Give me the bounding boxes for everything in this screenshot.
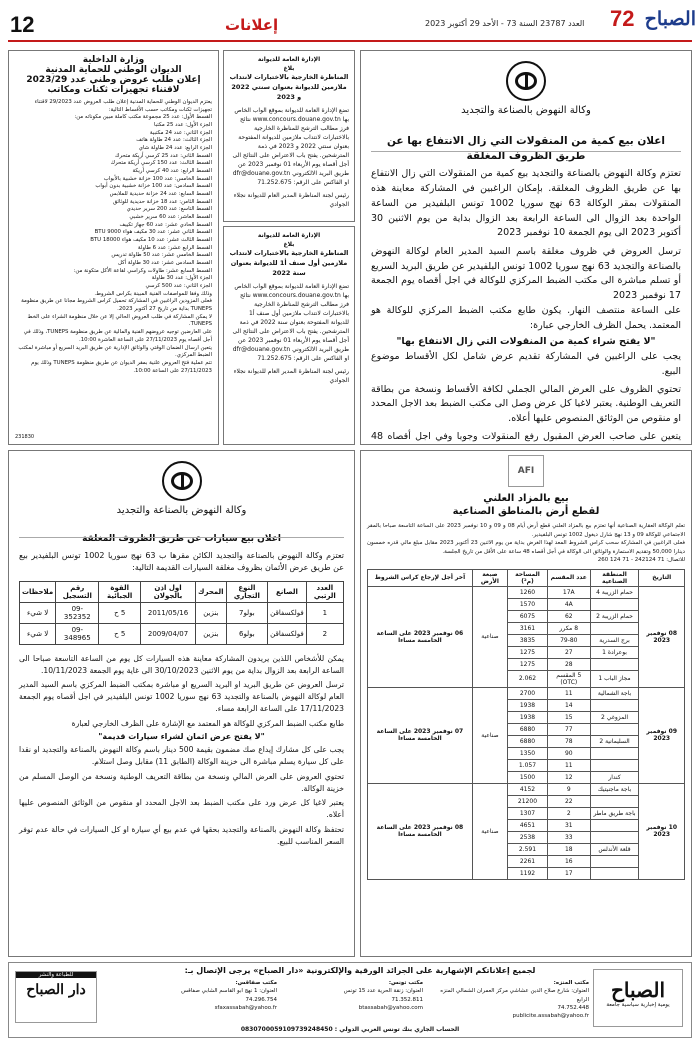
table-cell: 1275 bbox=[508, 646, 548, 658]
tender-line: القسط التاسع: عدد 200 سرير حديدي bbox=[126, 206, 212, 213]
table-cell bbox=[590, 831, 639, 843]
tender-line: وذلك وفقا للمواصفات الفنية المبينة بكراس الشروط. bbox=[94, 290, 212, 297]
table-cell bbox=[590, 622, 639, 634]
notice-title: المناظرة الخارجية بالاختبارات لانتداب ملازمين أول صنف أ1 للديوانة بعنوان سنة 2022 bbox=[229, 249, 349, 277]
table-cell: المزوغي 2 bbox=[590, 711, 639, 723]
ad-paragraph: تعتزم وكالة النهوض بالصناعة والتجديد بيع كمية من المنقولات التي زال الانتفاع بها عن طريق الظروف المغلقة. بإمكان الراغبين في المشاركة معاينة هذه المنقولات بمقر الوكالة 63 نهج سوريا 1002 تونس البلفيدير من الساعة الواحدة بعد الزوال الى الساعة الرابعة بعد الزوال بداية من يوم الاثنين 30 أكتوبر 2023 الى يوم الجمعة 10 نوفمبر 2023 bbox=[371, 168, 681, 239]
tender-line: الجزء الثاني: عدد 24 مكتبية bbox=[149, 129, 212, 136]
footer-contacts bbox=[8, 962, 692, 1038]
table-cell: 1260 bbox=[508, 586, 548, 598]
table-cell: 2011/05/16 bbox=[141, 602, 196, 623]
ad-customs-lieutenants bbox=[223, 50, 355, 222]
table-cell: السليمانية 2 bbox=[590, 735, 639, 747]
notice-sign: رئيس لجنة المناظرة المدير العام للديوانة نجلاء الجوادي bbox=[233, 368, 349, 385]
table-cell: 11 bbox=[547, 759, 590, 771]
table-cell: 62 bbox=[547, 610, 590, 622]
table-cell: 17A bbox=[547, 586, 590, 598]
footer-logo bbox=[593, 969, 683, 1027]
table-cell: 1570 bbox=[508, 598, 548, 610]
table-cell: 4152 bbox=[508, 783, 548, 795]
section-title: إعلانات bbox=[225, 16, 279, 34]
notice-sign: رئيس لجنة المناظرة المدير العام للديوانة نجلاء الجوادي bbox=[233, 192, 349, 209]
table-header: القوة الجبائية bbox=[99, 581, 141, 602]
table-cell: 12 bbox=[547, 771, 590, 783]
table-cell: 1500 bbox=[508, 771, 548, 783]
office-phone: 74.296.754 bbox=[245, 996, 277, 1003]
table-cell: 31 bbox=[547, 819, 590, 831]
table-cell: 6880 bbox=[508, 735, 548, 747]
office-title: مكتب تونس: bbox=[388, 980, 423, 986]
table-cell: 1938 bbox=[508, 711, 548, 723]
auction-intro: فعلى الراغبين في المشاركة سحب كراس الشروط المعد لهذا الغرض بداية من يوم الاثنين 23 أكتوبر 2023 مقابل مبلغ مالي قدره خمسون دينارا 50,000 وتقديم الاستمارة والوثائق الى الوكالة في أجل أقصاه 48 ساعة على الأقل من تاريخ الجلسة. bbox=[367, 540, 685, 555]
office-address: العنوان: 1 نهج ابو القاسم الشابي صفاقس bbox=[181, 988, 277, 995]
table-cell: 4A bbox=[547, 598, 590, 610]
table-cell bbox=[590, 819, 639, 831]
notice-body: تضع الإدارة العامة للديوانة بموقع الواب الخاص بها www.concours.douane.gov.tn نتائج فرز مطالب الترشح للمناظرة الخارجية بالاختبارات لانتداب ملازمين للديوانة المفتوحة بعنوان سنتي 2022 و 2023 في ذمة المترشحين. يفتح باب الاعتراض على النتائج الى أجل أقصاه يوم الأربعاء 01 نوفمبر 2023 عن طريق البريد الالكتروني dfr@douane.gov.tn او الفاكس على الرقم: 71.252.675 bbox=[232, 107, 349, 187]
table-cell: 9 bbox=[547, 783, 590, 795]
tender-line: يعتزم الديوان الوطني للحماية المدنية إعلان طلب العروض عدد 29/2023 لاقتناء تجهيزات ثكنات ومكاتب حسب الأقساط التالية: bbox=[34, 99, 212, 113]
table-cell bbox=[590, 598, 639, 610]
table-row bbox=[368, 783, 685, 795]
table-cell: برج السدرية bbox=[590, 634, 639, 646]
table-cell: كندار bbox=[590, 771, 639, 783]
tender-line: على العارضين توجيه عروضهم الفنية والمالية عن طريق منظومة TUNEPS، وذلك في أجل أقصاه يوم 27/11/2023 على الساعة العاشرة 10:00. bbox=[23, 329, 212, 343]
table-header: عدد المقسم bbox=[547, 569, 590, 586]
ad-customs-first-lieutenants bbox=[223, 226, 355, 445]
table-cell: 11 bbox=[547, 687, 590, 699]
table-header: المحرك bbox=[196, 581, 227, 602]
logo-word: الصباح bbox=[644, 8, 696, 30]
tender-line: القسط الرابع: عدد 40 كرسي أريكة bbox=[132, 168, 212, 175]
table-cell: 1938 bbox=[508, 699, 548, 711]
logo-number: 72 bbox=[610, 6, 635, 31]
office-menzah bbox=[429, 979, 589, 1020]
table-cell: 2.062 bbox=[508, 670, 548, 687]
afi-logo bbox=[367, 455, 685, 487]
tender-line: القسط السابع: عدد 24 خزانة حديدية للملابس bbox=[109, 191, 212, 198]
agency-name: وكالة النهوض بالصناعة والتجديد bbox=[461, 105, 591, 116]
footer-logo-tag: يومية إخبارية سياسية جامعة bbox=[606, 1002, 670, 1008]
ad-paragraph: تحتوي الظروف على العرض المالي الجملي لكافة الأقساط ونسخة من بطاقة التعريف الوطنية. يعتبر لاغيا كل عرض وصل الى مكتب الضبط بعد الاجل المحدد او منقوص من الوثائق المنصوص عليها أعلاه. bbox=[371, 383, 681, 425]
table-cell: 16 bbox=[547, 855, 590, 867]
table-cell: 4651 bbox=[508, 819, 548, 831]
header-divider bbox=[8, 40, 692, 42]
ad-paragraph: يجب على الراغبين في المشاركة تقديم عرض شامل لكل الأقساط موضوع البيع. bbox=[371, 351, 681, 377]
table-header: ملاحظات bbox=[20, 581, 56, 602]
table-row bbox=[20, 602, 344, 623]
table-cell: 1350 bbox=[508, 747, 548, 759]
table-cell: بنزين bbox=[196, 602, 227, 623]
ad-quote: "لا يفتح عرض اثمان لشراء سيارات قديمة" bbox=[98, 732, 265, 742]
ad-paragraph: يمكن للأشخاص اللذين يريدون المشاركة معاينة هذه السيارات كل يوم من الساعة التاسعة صباحا الى الساعة الرابعة بعد الزوال بداية من يوم الاثنين 30/10/2023 الى غاية يوم الجمعة 10/11/2023. bbox=[19, 653, 344, 675]
table-cell: 09-348965 bbox=[56, 623, 99, 644]
tender-line: الجزء الثالث: عدد 24 طاولة هاتف bbox=[136, 137, 212, 144]
agency-logo-icon bbox=[506, 61, 546, 101]
table-cell bbox=[590, 747, 639, 759]
table-cell: 78 bbox=[547, 735, 590, 747]
table-cell: 33 bbox=[547, 831, 590, 843]
office-name: الديوان الوطني للحماية المدنية bbox=[45, 65, 182, 75]
tender-line: القسط الثامن: عدد 18 خزانة حديدية للوثائق bbox=[112, 198, 212, 205]
ad-paragraph: يتعين على صاحب العرض المقبول رفع المنقولات وجوبا وفي اجل أقصاه 48 bbox=[371, 430, 681, 442]
bank-account: الحساب الجاري بنك تونس العربي الدولي : 0830700059109739248450 bbox=[240, 1026, 460, 1033]
table-cell: 2 bbox=[306, 623, 343, 644]
tender-body bbox=[15, 99, 212, 375]
table-cell: 1307 bbox=[508, 807, 548, 819]
table-cell: 2 bbox=[547, 807, 590, 819]
table-cell: مجاز الباب 1 bbox=[590, 670, 639, 687]
table-row bbox=[368, 586, 685, 598]
ad-cars-sale bbox=[8, 450, 355, 957]
table-cell bbox=[590, 658, 639, 670]
table-cell: 6075 bbox=[508, 610, 548, 622]
tender-line: الجزء الأول: عدد 25 مكتبا bbox=[154, 122, 212, 129]
table-cell bbox=[590, 699, 639, 711]
deadline: 07 نوفمبر 2023 على الساعة الخامسة مساءا bbox=[368, 687, 473, 783]
footer-logo-2 bbox=[15, 971, 97, 1023]
ad-quote: "لا يفتح شراء كمية من المنقولات التي زال الانتفاع بها" bbox=[396, 336, 656, 348]
table-cell: 22 bbox=[547, 795, 590, 807]
table-cell: باجة الشمالية bbox=[590, 687, 639, 699]
ad-title: اعلان بيع كمية من المنقولات التي زال الانتفاع بها عن طريق الظروف المغلقة bbox=[386, 135, 666, 162]
tender-line: القسط الثالث: عدد 150 كرسي أريكة متحرك bbox=[110, 160, 212, 167]
notice-kind: بلاغ bbox=[283, 65, 295, 72]
office-phone: 71.352.811 bbox=[391, 996, 423, 1003]
table-cell: لا شيء bbox=[20, 623, 56, 644]
table-header: المنطقة الصناعية bbox=[590, 569, 639, 586]
tender-line: الجزء الأول: عدد 30 طاولة bbox=[151, 275, 212, 282]
auction-intro: تعلم الوكالة العقارية الصناعية أنها تعتزم بيع بالمزاد العلني قطع أرض أيام 08 و 09 و 10 نوفمبر 2023 على الساعة التاسعة صباحا بالمقر الاجتماعي للوكالة 09 و 13 نهج شارل ديغول 1002 تونس البلفيدير. bbox=[367, 523, 686, 538]
table-header: التاريخ bbox=[639, 569, 685, 586]
table-row bbox=[368, 687, 685, 699]
agency-name: وكالة النهوض بالصناعة والتجديد bbox=[116, 505, 247, 516]
table-cell: 77 bbox=[547, 723, 590, 735]
table-cell: لا شيء bbox=[20, 602, 56, 623]
tender-line: القسط الثاني: عدد 25 كرسي أريكة متحرك bbox=[114, 152, 212, 159]
table-cell: 2538 bbox=[508, 831, 548, 843]
tender-line: القسط الثالث عشر: عدد 10 مكيف هواء 18000 BTU bbox=[90, 237, 212, 244]
table-cell: 1275 bbox=[508, 658, 548, 670]
table-header: النوع التجاري bbox=[226, 581, 268, 602]
ad-title: اعلان بيع سيارات عن طريق الظروف المغلقة bbox=[82, 534, 281, 544]
ad-paragraph: يعتبر لاغيا كل عرض ورد على مكتب الضبط بعد الاجل المحدد او منقوص من الوثائق المنصوص عليها أعلاه. bbox=[19, 798, 344, 820]
office-email[interactable]: btassabah@yahoo.com bbox=[358, 1004, 423, 1011]
table-header: آخر أجل لإرجاع كراس الشروط bbox=[368, 569, 473, 586]
tender-line: يتعين ارسال الضمان الوقتي والوثائق الإدارية عن طريق البريد السريع أو مباشرة لمكتب الضبط المركزي. bbox=[18, 344, 212, 359]
org-name: الإدارة العامة للديوانة bbox=[257, 232, 321, 239]
auction-subtitle: لقطع أرض بالمناطق الصناعية bbox=[452, 506, 600, 517]
tender-line: القسط الحادي عشر: عدد 60 جهاز تكييف bbox=[119, 221, 212, 228]
tender-line: القسط الثاني عشر: عدد 30 مكيف هواء 9000 BTU bbox=[94, 229, 212, 236]
tender-line: الجزء الرابع: عدد 24 طاولة شاي bbox=[138, 145, 212, 152]
tender-line: فعلى المزودين الراغبين في المشاركة تحميل كراس الشروط مجانا عن طريق منظومة TUNEPS بداية من تاريخ 27 أكتوبر 2023. bbox=[21, 298, 212, 313]
auction-date: 08 نوفمبر 2023 bbox=[639, 586, 685, 687]
table-cell: 5 ح bbox=[99, 623, 141, 644]
page-number: 12 bbox=[10, 12, 35, 37]
table-cell: 2.591 bbox=[508, 843, 548, 855]
table-cell: 2700 bbox=[508, 687, 548, 699]
table-header: الصانع bbox=[268, 581, 307, 602]
agency-logo-icon bbox=[162, 461, 202, 501]
table-cell: 5 ح bbox=[99, 602, 141, 623]
table-cell: 09-352352 bbox=[56, 602, 99, 623]
notice-kind: بلاغ bbox=[283, 241, 295, 248]
auction-title: بيع بالمزاد العلني bbox=[483, 493, 569, 504]
office-address: العنوان: شارع صلاح الدين عشاشي مركز العمران الشمالي المنزه الرابع bbox=[440, 988, 589, 1003]
table-cell: 1.057 bbox=[508, 759, 548, 771]
land-table bbox=[367, 569, 685, 880]
deadline: 06 نوفمبر 2023 على الساعة الخامسة مساءا bbox=[368, 586, 473, 687]
ad-civil-protection-tender bbox=[8, 50, 219, 445]
table-header: رقم التسجيل bbox=[56, 581, 99, 602]
table-cell: بولو7 bbox=[226, 602, 268, 623]
table-cell: حمام الزريبة 2 bbox=[590, 610, 639, 622]
table-header: اول اذن بالجولان bbox=[141, 581, 196, 602]
tender-line: القسط العاشر: عدد 60 سرير خشبي bbox=[129, 214, 212, 221]
ad-paragraph: ترسل العروض عن طريق البريد او البريد السريع او مباشرة بمكتب الضبط المركزي باسم السيد المدير العام لوكالة النهوض بالصناعة والتجديد 63 نهج سوريا 1002 تونس البلفيدير في اجل أقصاه يوم الجمعة 17/11/2023 على الساعة الرابعة مساء. bbox=[19, 680, 345, 713]
tender-line: القسط السادس عشر: عدد 30 طاولة أكل bbox=[118, 260, 212, 267]
table-cell bbox=[590, 795, 639, 807]
land-type: صناعية bbox=[472, 586, 507, 687]
table-cell: قلعة الأندلس bbox=[590, 843, 639, 855]
tender-line: القسط السابع عشر: طاولات وكراسي لقاعة الأكل متكونة من: bbox=[73, 267, 212, 274]
table-cell: بوعرادة 1 bbox=[590, 646, 639, 658]
ad-ref: 231830 bbox=[15, 434, 35, 440]
table-cell: فولكسفاقن bbox=[268, 602, 307, 623]
table-header: المساحة (م²) bbox=[508, 569, 548, 586]
table-cell: 15 bbox=[547, 711, 590, 723]
office-sfax bbox=[127, 979, 277, 1012]
tender-line: القسط الخامس: عدد 100 خزانة خشبية بالأبواب bbox=[103, 175, 212, 182]
table-cell: 14 bbox=[547, 699, 590, 711]
table-cell: 90 bbox=[547, 747, 590, 759]
table-cell: 27 bbox=[547, 646, 590, 658]
table-cell: 1 bbox=[306, 602, 343, 623]
office-title: مكتب صفاقس: bbox=[235, 980, 277, 986]
office-tunis bbox=[283, 979, 423, 1012]
table-cell bbox=[590, 723, 639, 735]
tender-subtitle: لاقتناء تجهيزات ثكنات ومكاتب bbox=[47, 85, 180, 95]
land-type: صناعية bbox=[472, 687, 507, 783]
land-type: صناعية bbox=[472, 783, 507, 879]
table-cell: 21200 bbox=[508, 795, 548, 807]
org-name: الإدارة العامة للديوانة bbox=[257, 56, 321, 63]
notice-body: تضع الإدارة العامة للديوانة بموقع الواب الخاص بها www.concours.douane.gov.tn نتائج فرز مطالب الترشح للمناظرة الخارجية بالاختبارات لانتداب ملازمين أول صنف أ1 للديوانة المفتوحة بعنوان سنة 2022 في ذمة المترشحين. يفتح باب الاعتراض على النتائج الى أجل أقصاه يوم الأربعاء 01 نوفمبر 2023 عن طريق البريد الالكتروني dfr@douane.gov.tn او الفاكس على الرقم: 71.252.675 bbox=[232, 283, 349, 363]
table-cell: باجة طريق ماطر bbox=[590, 807, 639, 819]
ad-paragraph: تحتفظ وكالة النهوض بالصناعة والتجديد بحقها في عدم بيع أي سيارة او كل السيارات في حالة عدم توفر السعر المناسب للبيع. bbox=[19, 824, 344, 846]
table-cell bbox=[590, 855, 639, 867]
office-email[interactable]: sfaxassabah@yahoo.fr bbox=[214, 1004, 277, 1011]
tender-line: القسط الخامس عشر: عدد 50 طاولة تدريس bbox=[111, 252, 212, 259]
tender-line: تتم عملية فتح العروض علنية بمقر الديوان عن طريق منظومة TUNEPS وذلك يوم 27/11/2023 على الساعة 10:00. bbox=[31, 359, 212, 374]
footer-logo-word: الصباح bbox=[610, 978, 666, 1002]
footer-headline: لجميع إعلاناتكم الإشهارية على الجرائد الورقية والإلكترونية «دار الصباح» يرجى الإتصال بـ: bbox=[184, 966, 536, 975]
ad-paragraph: تحتوي العروض على العرض المالي ونسخة من بطاقة التعريف الوطنية ونسخة من الوصل المسلم من خزينة الوكالة. bbox=[19, 771, 344, 793]
table-cell: 3161 bbox=[508, 622, 548, 634]
afi-logo-icon: AFI bbox=[508, 455, 544, 487]
table-cell: 3835 bbox=[508, 634, 548, 646]
ad-paragraph: طابع مكتب الضبط المركزي للوكالة هو المعتمد مع الإشارة على الظرف الخارجي لعبارة bbox=[71, 718, 344, 728]
table-cell: 17 bbox=[547, 867, 590, 879]
table-cell bbox=[590, 759, 639, 771]
deadline: 08 نوفمبر 2023 على الساعة الخامسة مساءا bbox=[368, 783, 473, 879]
auction-date: 10 نوفمبر 2023 bbox=[639, 783, 685, 879]
table-cell: 2261 bbox=[508, 855, 548, 867]
ad-paragraph: تعتزم وكالة النهوض بالصناعة والتجديد الكائن مقرها ب 63 نهج سوريا 1002 تونس البلفيدير بيع عن طريق عرض الأثمان بظروف مغلقة السيارات القديمة التالية: bbox=[19, 551, 345, 573]
ministry-name: وزارة الداخلية bbox=[82, 55, 145, 65]
table-cell: 79-80 bbox=[547, 634, 590, 646]
table-cell: 8 مكرر bbox=[547, 622, 590, 634]
table-header: العدد الرتبي bbox=[306, 581, 343, 602]
tender-line: لا يمكن المشاركة في طلب العروض الحالي إلا عن خلال منظومة الشراء على الخط TUNEPS. bbox=[27, 313, 212, 328]
table-cell: باجة ماجنيتيك bbox=[590, 783, 639, 795]
auction-date: 09 نوفمبر 2023 bbox=[639, 687, 685, 783]
table-cell: 28 bbox=[547, 658, 590, 670]
notice-title: المناظرة الخارجية بالاختبارات لانتداب ملازمين للديوانة بعنوان سنتي 2022 و 2023 bbox=[229, 73, 349, 101]
tender-title: إعلان طلب عروض وطني عدد 2023/29 bbox=[26, 75, 201, 85]
table-cell: 2009/04/07 bbox=[141, 623, 196, 644]
table-cell: فولكسفاقن bbox=[268, 623, 307, 644]
table-cell: 1192 bbox=[508, 867, 548, 879]
footer-logo2-word: دار الصباح bbox=[26, 982, 86, 998]
footer-logo2-tag: للطباعة والنشر bbox=[16, 972, 96, 978]
auction-contact: للاتصال: 71 242124 - 71 124 260 bbox=[597, 557, 685, 564]
tender-line: القسط السادس: عدد 100 خزانة خشبية بدون أبواب bbox=[95, 183, 212, 190]
office-address: العنوان: زنقة الحرية عدد 15 تونس bbox=[343, 988, 423, 995]
ad-paragraph: يجب على كل مشارك إيداع صك مضمون بقيمة 500 دينار باسم وكالة النهوض بالصناعة والتجديد او نقدا على كل سيارة يسلم مباشرة الى خزينة الوكالة (الطابق 11) مقابل وصل استلام. bbox=[19, 745, 344, 767]
office-phone: 74.752.448 bbox=[557, 1004, 589, 1011]
ad-paragraph: على الساعة منتصف النهار. يكون طابع مكتب الضبط المركزي للوكالة هو المعتمد. يحمل الظرف الخارجي عبارة: bbox=[371, 304, 681, 331]
ad-land-auction bbox=[360, 450, 692, 957]
office-title: مكتب المنزه: bbox=[553, 980, 589, 986]
ad-paragraph: ترسل العروض في ظروف مغلقة باسم السيد المدير العام لوكالة النهوض بالصناعة والتجديد 63 نهج سوريا 1002 تونس البلفيدير عن طريق البريد السريع أو تسلم مباشرة الى مكتب الضبط المركزي للوكالة في اجل أقصاه يوم الجمعة 17 نوفمبر 2023 bbox=[371, 245, 682, 302]
cars-table bbox=[19, 581, 344, 645]
table-cell: حمام الزريبة 4 bbox=[590, 586, 639, 598]
table-cell: بنزين bbox=[196, 623, 227, 644]
table-cell bbox=[590, 867, 639, 879]
tender-line: القسط الأول: عدد 25 مجموعة مكتب كاملة مبين مكوناته من: bbox=[74, 114, 212, 121]
table-cell: بولو6 bbox=[226, 623, 268, 644]
table-header: صبغة الأرض bbox=[472, 569, 507, 586]
tender-line: الجزء الثاني: عدد 500 كرسي bbox=[145, 283, 212, 290]
tender-line: القسط الرابع عشر: عدد 6 طاولة bbox=[137, 244, 212, 251]
table-row bbox=[20, 623, 344, 644]
ad-movables-sale bbox=[360, 50, 692, 445]
table-cell: 5 المقسم (OTC) bbox=[547, 670, 590, 687]
office-email[interactable]: publicite.assabah@yahoo.fr bbox=[512, 1013, 589, 1019]
issue-info: العدد 23787 السنة 73 - الأحد 29 أكتوبر 2023 bbox=[425, 19, 585, 28]
table-cell: 18 bbox=[547, 843, 590, 855]
newspaper-logo bbox=[610, 6, 696, 36]
table-cell: 6880 bbox=[508, 723, 548, 735]
